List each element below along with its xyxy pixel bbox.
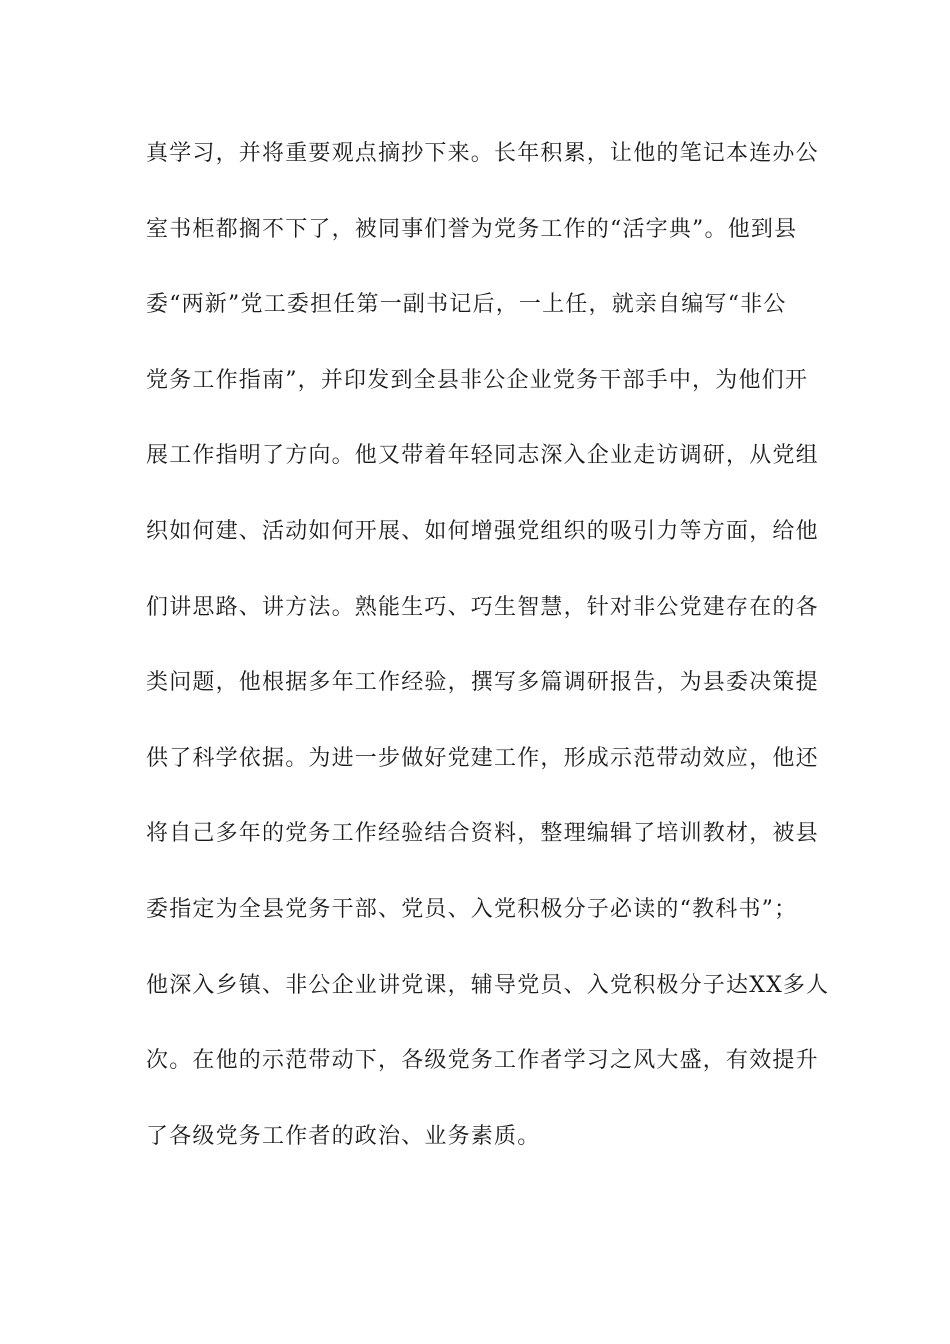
text-line-12: 他深入乡镇、非公企业讲党课，辅导党员、入党积极分子达XX多人 (146, 972, 830, 998)
text-line-13: 次。在他的示范带动下，各级党务工作者学习之风大盛，有效提升 (146, 1048, 819, 1074)
text-line-8: 类问题，他根据多年工作经验，撰写多篇调研报告，为县委决策提 (146, 670, 819, 696)
text-line-14: 了各级党务工作者的政治、业务素质。 (146, 1123, 541, 1149)
body-paragraph (146, 134, 830, 1192)
text-line-6: 织如何建、活动如何开展、如何增强党组织的吸引力等方面，给他 (146, 518, 819, 544)
text-line-4: 党务工作指南”，并印发到全县非公企业党务干部手中，为他们开 (146, 367, 809, 393)
text-line-9: 供了科学依据。为进一步做好党建工作，形成示范带动效应，他还 (146, 745, 819, 771)
text-line-10: 将自己多年的党务工作经验结合资料，整理编辑了培训教材，被县 (146, 821, 819, 847)
text-line-11: 委指定为全县党务干部、党员、入党积极分子必读的“教科书”； (146, 896, 798, 922)
text-line-3: 委“两新”党工委担任第一副书记后，一上任，就亲自编写“非公 (146, 292, 787, 318)
text-line-1: 真学习，并将重要观点摘抄下来。长年积累，让他的笔记本连办公 (146, 141, 819, 166)
text-line-7: 们讲思路、讲方法。熟能生巧、巧生智慧，针对非公党建存在的各 (146, 594, 819, 620)
text-line-2: 室书柜都搁不下了，被同事们誉为党务工作的“活字典”。他到县 (146, 216, 798, 242)
text-line-5: 展工作指明了方向。他又带着年轻同志深入企业走访调研，从党组 (146, 443, 819, 469)
